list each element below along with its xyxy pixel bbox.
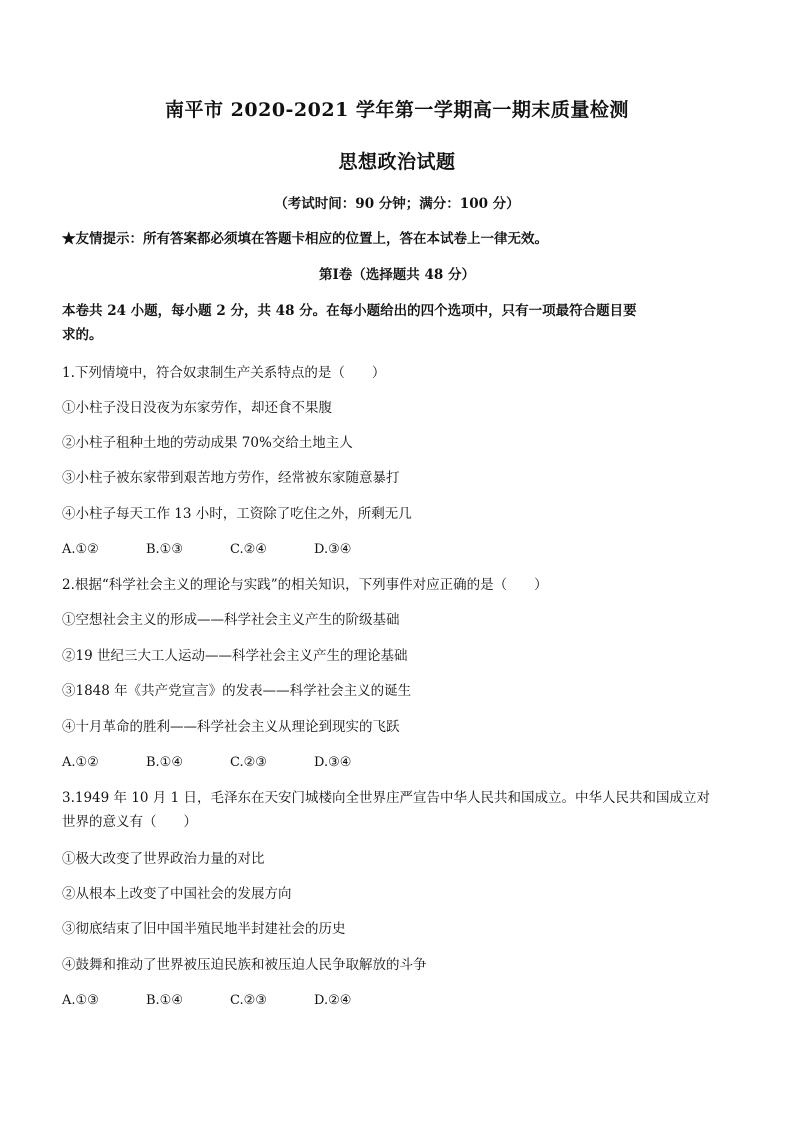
- exam-info: （考试时间：90 分钟；满分：100 分）: [274, 196, 520, 212]
- question-1-item-1: ①小柱子没日没夜为东家劳作，却还食不果腹: [62, 400, 332, 416]
- question-1-item-2: ②小柱子租种土地的劳动成果 70%交给土地主人: [62, 435, 353, 451]
- question-3-stem-line2: 世界的意义有（ ）: [62, 814, 197, 830]
- question-2-item-4: ④十月革命的胜利——科学社会主义从理论到现实的飞跃: [62, 719, 400, 735]
- question-2-choice-b: B.①④: [146, 755, 183, 770]
- question-1-item-3: ③小柱子被东家带到艰苦地方劳作，经常被东家随意暴打: [62, 470, 400, 486]
- question-3-choice-b: B.①④: [146, 993, 183, 1008]
- question-1-choice-c: C.②④: [230, 542, 267, 557]
- question-1-choice-d: D.③④: [314, 542, 352, 557]
- question-1-choices: [62, 541, 351, 559]
- question-3-choice-c: C.②③: [230, 993, 267, 1008]
- question-2-choices: [62, 754, 351, 772]
- question-2-item-2: ②19 世纪三大工人运动——科学社会主义产生的理论基础: [62, 648, 408, 664]
- section-title: 第Ⅰ卷（选择题共 48 分）: [318, 267, 475, 283]
- question-3-item-1: ①极大改变了世界政治力量的对比: [62, 851, 265, 867]
- question-3-choice-d: D.②④: [314, 993, 352, 1008]
- section-intro-line1: 本卷共 24 小题，每小题 2 分，共 48 分。在每小题给出的四个选项中，只有一项最符合题目要: [62, 303, 637, 319]
- question-2-item-1: ①空想社会主义的形成——科学社会主义产生的阶级基础: [62, 612, 400, 628]
- question-2-item-3: ③1848 年《共产党宣言》的发表——科学社会主义的诞生: [62, 683, 412, 699]
- question-1-item-4: ④小柱子每天工作 13 小时，工资除了吃住之外，所剩无几: [62, 506, 412, 522]
- question-3-stem-line1: 3.1949 年 10 月 1 日，毛泽东在天安门城楼向全世界庄严宣告中华人民共和国成立。中华人民共和国成立对: [62, 790, 710, 806]
- question-1-stem: 1.下列情境中，符合奴隶制生产关系特点的是（ ）: [62, 365, 386, 381]
- question-3-item-3: ③彻底结束了旧中国半殖民地半封建社会的历史: [62, 921, 346, 937]
- question-1-choice-a: A.①②: [62, 542, 99, 557]
- question-3-choices: [62, 992, 351, 1010]
- question-3-item-2: ②从根本上改变了中国社会的发展方向: [62, 886, 292, 902]
- subject-title: 思想政治试题: [338, 151, 456, 173]
- question-2-choice-d: D.③④: [314, 755, 352, 770]
- question-3-item-4: ④鼓舞和推动了世界被压迫民族和被压迫人民争取解放的斗争: [62, 957, 427, 973]
- question-2-stem: 2.根据“科学社会主义的理论与实践”的相关知识，下列事件对应正确的是（ ）: [62, 577, 548, 593]
- question-3-choice-a: A.①③: [62, 993, 99, 1008]
- exam-title: 南平市 2020-2021 学年第一学期高一期末质量检测: [165, 99, 629, 121]
- section-intro-line2: 求的。: [62, 327, 103, 343]
- question-2-choice-c: C.②③: [230, 755, 267, 770]
- friendly-tip: ★友情提示：所有答案都必须填在答题卡相应的位置上，答在本试卷上一律无效。: [62, 231, 548, 247]
- question-2-choice-a: A.①②: [62, 755, 99, 770]
- question-1-choice-b: B.①③: [146, 542, 183, 557]
